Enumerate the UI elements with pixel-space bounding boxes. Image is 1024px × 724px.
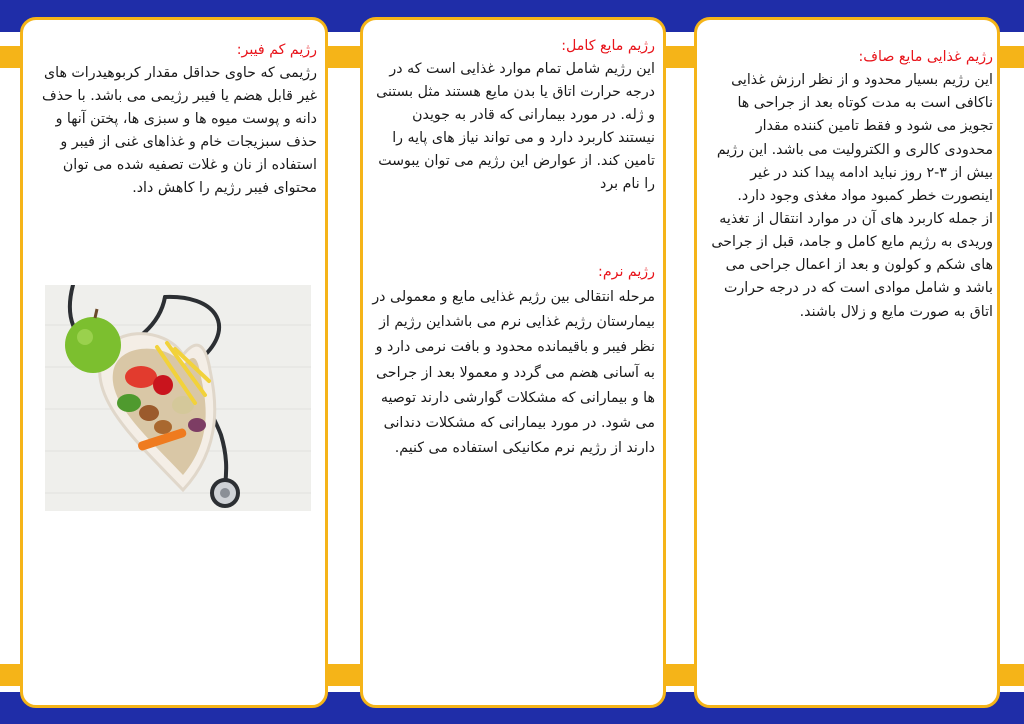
- clear-liquid-text-1: این رژیم بسیار محدود و از نظر ارزش غذایی ناکافی است به مدت کوتاه بعد از جراحی ها تجویز می شود و فقط تامین کننده مقدار محدودی کالری و الکترولیت می باشد. این رژیم بیش از ۳-۲ روز نباید ادامه پیدا کند در غیر اینصورت خطر کمبود مواد مغذی وجود دارد.: [716, 72, 993, 204]
- soft-title: رژیم نرم:: [598, 264, 655, 280]
- clear-liquid-title: رژیم غذایی مایع صاف:: [858, 49, 993, 65]
- food-photo: [45, 285, 311, 511]
- soft-text: مرحله انتقالی بین رژیم غذایی مایع و معمولی در بیمارستان رژیم غذایی نرم می باشداین رژیم از نظر فیبر و باقیمانده محدود و بافت نرمی دارد و به آسانی هضم می گردد و معمولا بعد از جراحی ها و بیمارانی که مشکلات گوارشی دارند توصیه می شود. در مورد بیمارانی که مشکلات دندانی دارند از رژیم نرم مکانیکی استفاده می کنیم.: [372, 289, 655, 456]
- low-fiber-title: رژیم کم فیبر:: [236, 42, 317, 58]
- clear-liquid-section: [705, 46, 993, 324]
- panel-full-liquid-and-soft: [360, 17, 666, 708]
- low-fiber-text: رژیمی که حاوی حداقل مقدار کربوهیدرات های غیر قابل هضم یا فیبر رژیمی می باشد. با حذف دانه و پوست میوه ها و سبزی ها، پختن آنها و حذف سبزیجات خام و غذاهای غنی از فیبر و استفاده از نان و غلات تصفیه شده می توان محتوای فیبر رژیم را کاهش داد.: [41, 65, 317, 196]
- panel-clear-liquid: [694, 17, 1000, 708]
- low-fiber-section: [33, 39, 317, 200]
- full-liquid-title: رژیم مایع کامل:: [561, 38, 655, 54]
- full-liquid-section: [371, 35, 655, 196]
- clear-liquid-text-2: از جمله کاربرد های آن در موارد انتقال از تغذیه وریدی به رژیم مایع کامل و جامد، قبل از جراحی های شکم و کولون و بعد از اعمال جراحی می باشد و شامل موادی است که در درجه حرارت اتاق به صورت مایع و زلال باشند.: [711, 210, 993, 320]
- soft-section: [371, 260, 655, 461]
- panel-low-fiber: [20, 17, 328, 708]
- full-liquid-text: این رژیم شامل تمام موارد غذایی است که در درجه حرارت اتاق یا بدن مایع هستند مثل بستنی و ژله. در مورد بیمارانی که قادر به جویدن نیستند کاربرد دارد و می تواند نیاز های پایه را تامین کند. از عوارض این رژیم می توان یبوست را نام برد: [376, 61, 655, 192]
